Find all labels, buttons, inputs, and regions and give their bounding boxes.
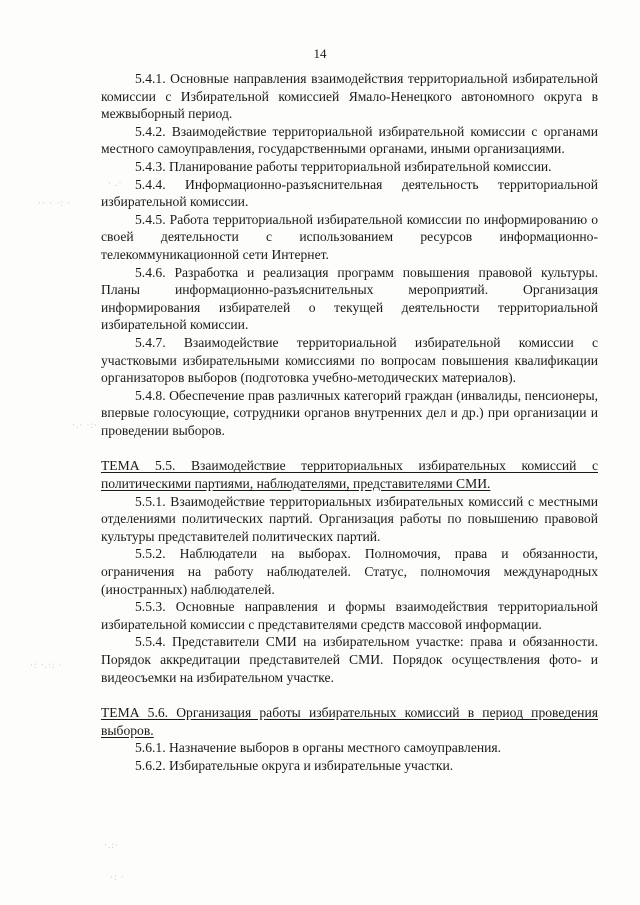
numbered-paragraph: 5.5.4. Представители СМИ на избирательном участке: права и обязанности. Порядок аккредитации представителей СМИ. Порядок осуществления фото- и видеосъемки на избирательном участке. xyxy=(101,634,598,685)
topic-heading: ТЕМА 5.5. Взаимодействие территориальных избирательных комиссий с политическими партиями, наблюдателями, представителями СМИ. xyxy=(101,458,598,492)
page-number: 14 xyxy=(313,46,327,61)
numbered-paragraph: 5.4.2. Взаимодействие территориальной избирательной комиссии с органами местного самоуправления, государственными органами, иными организациями. xyxy=(101,123,598,157)
scan-noise: ·.:· xyxy=(104,840,119,850)
topic-heading: ТЕМА 5.6. Организация работы избирательных комиссий в период проведения выборов. xyxy=(101,705,598,738)
numbered-paragraph: 5.6.2. Избирательные округа и избирательные участки. xyxy=(135,757,454,773)
numbered-paragraph: 5.4.8. Обеспечение прав различных категорий граждан (инвалиды, пенсионеры, впервые голосующие, сотрудники органов внутренних дел и др.) при организации и проведении выборов. xyxy=(101,387,598,438)
numbered-paragraph: 5.5.1. Взаимодействие территориальных избирательных комиссий с местными отделениями политических партий. Организация работы по повышению правовой культуры представителей политических партий. xyxy=(101,493,598,544)
numbered-paragraph: 5.4.4. Информационно-разъяснительная деятельность территориальной избирательной комиссии. xyxy=(101,176,598,210)
scan-noise: ·: ·.·: · xyxy=(30,660,63,670)
scan-noise: · .· xyxy=(108,178,123,188)
numbered-paragraph: 5.4.5. Работа территориальной избирательной комиссии по информированию о своей деятельности с использованием ресурсов информационно-телекоммуникационной сети Интернет. xyxy=(101,211,598,262)
numbered-paragraph: 5.4.6. Разработка и реализация программ повышения правовой культуры. Планы информационно-разъяснительных мероприятий. Организация информирования избирателей о текущей деятельности территориальной избирательной комиссии. xyxy=(101,264,598,333)
numbered-paragraph: 5.6.1. Назначение выборов в органы местного самоуправления. xyxy=(135,740,502,756)
scan-noise: ·: · xyxy=(110,872,125,882)
numbered-paragraph: 5.5.3. Основные направления и формы взаимодействия территориальной избирательной комиссии с представителями средств массовой информации. xyxy=(101,599,598,632)
numbered-paragraph: 5.4.3. Планирование работы территориальной избирательной комиссии. xyxy=(135,158,552,174)
section-gap xyxy=(101,686,598,704)
scan-noise: ·.· ·:· xyxy=(72,420,98,430)
document-body xyxy=(101,70,598,775)
scan-noise: ·· · ·: · xyxy=(38,198,72,208)
numbered-paragraph: 5.5.2. Наблюдатели на выборах. Полномочия, права и обязанности, ограничения на работу наблюдателей. Статус, полномочия международных (иностранных) наблюдателей. xyxy=(101,546,598,597)
numbered-paragraph: 5.4.1. Основные направления взаимодействия территориальной избирательной комиссии с Избирательной комиссией Ямало-Ненецкого автономного округа в межвыборный период. xyxy=(101,71,598,122)
numbered-paragraph: 5.4.7. Взаимодействие территориальной избирательной комиссии с участковыми избирательными комиссиями по вопросам повышения квалификации организаторов выборов (подготовка учебно-методических материалов). xyxy=(101,334,598,386)
section-gap xyxy=(101,439,598,457)
